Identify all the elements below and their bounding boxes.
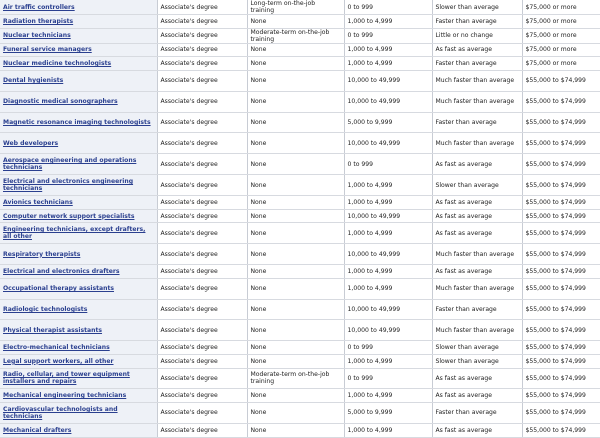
training-cell: None bbox=[247, 57, 344, 71]
salary-cell: $75,000 or more bbox=[522, 28, 600, 43]
table-row bbox=[0, 15, 600, 29]
table-row bbox=[0, 133, 600, 154]
occupation-link[interactable]: Mechanical engineering technicians bbox=[3, 392, 127, 400]
openings-cell: 1,000 to 4,999 bbox=[344, 223, 432, 244]
salary-cell: $55,000 to $74,999 bbox=[522, 320, 600, 341]
table-row bbox=[0, 175, 600, 196]
education-cell: Associate's degree bbox=[157, 57, 247, 71]
training-cell: None bbox=[247, 112, 344, 133]
salary-cell: $55,000 to $74,999 bbox=[522, 341, 600, 355]
table-row bbox=[0, 354, 600, 368]
salary-cell: $75,000 or more bbox=[522, 15, 600, 29]
training-cell: None bbox=[247, 265, 344, 279]
table-row bbox=[0, 368, 600, 389]
openings-cell: 1,000 to 4,999 bbox=[344, 389, 432, 403]
growth-cell: Much faster than average bbox=[432, 70, 522, 91]
occupation-link[interactable]: Respiratory therapists bbox=[3, 250, 81, 258]
table-row bbox=[0, 403, 600, 424]
education-cell: Associate's degree bbox=[157, 0, 247, 15]
table-row bbox=[0, 0, 600, 15]
salary-cell: $75,000 or more bbox=[522, 0, 600, 15]
education-cell: Associate's degree bbox=[157, 403, 247, 424]
growth-cell: Faster than average bbox=[432, 15, 522, 29]
table-row bbox=[0, 299, 600, 320]
occupation-link[interactable]: Nuclear technicians bbox=[3, 32, 71, 40]
education-cell: Associate's degree bbox=[157, 154, 247, 175]
occupation-cell bbox=[0, 389, 157, 403]
training-cell: None bbox=[247, 70, 344, 91]
occupation-link[interactable]: Cardiovascular technologists and technicians bbox=[3, 405, 118, 420]
openings-cell: 10,000 to 49,999 bbox=[344, 209, 432, 223]
training-cell: None bbox=[247, 223, 344, 244]
occupation-link[interactable]: Aerospace engineering and operations technicians bbox=[3, 157, 137, 172]
occupation-link[interactable]: Occupational therapy assistants bbox=[3, 285, 115, 293]
salary-cell: $55,000 to $74,999 bbox=[522, 154, 600, 175]
openings-cell: 10,000 to 49,999 bbox=[344, 133, 432, 154]
training-cell: None bbox=[247, 403, 344, 424]
salary-cell: $55,000 to $74,999 bbox=[522, 70, 600, 91]
education-cell: Associate's degree bbox=[157, 223, 247, 244]
table-row bbox=[0, 43, 600, 57]
table-row bbox=[0, 341, 600, 355]
growth-cell: Slower than average bbox=[432, 354, 522, 368]
occupation-link[interactable]: Funeral service managers bbox=[3, 46, 92, 54]
table-row bbox=[0, 57, 600, 71]
education-cell: Associate's degree bbox=[157, 133, 247, 154]
occupation-link[interactable]: Air traffic controllers bbox=[3, 3, 75, 11]
education-cell: Associate's degree bbox=[157, 15, 247, 29]
openings-cell: 1,000 to 4,999 bbox=[344, 354, 432, 368]
training-cell: None bbox=[247, 320, 344, 341]
openings-cell: 0 to 999 bbox=[344, 154, 432, 175]
occupation-link[interactable]: Physical therapist assistants bbox=[3, 326, 103, 334]
training-cell: None bbox=[247, 175, 344, 196]
growth-cell: Much faster than average bbox=[432, 320, 522, 341]
occupation-link[interactable]: Computer network support specialists bbox=[3, 212, 135, 220]
training-cell: None bbox=[247, 15, 344, 29]
openings-cell: 10,000 to 49,999 bbox=[344, 70, 432, 91]
salary-cell: $55,000 to $74,999 bbox=[522, 265, 600, 279]
education-cell: Associate's degree bbox=[157, 299, 247, 320]
occupation-link[interactable]: Electro-mechanical technicians bbox=[3, 344, 110, 352]
salary-cell: $55,000 to $74,999 bbox=[522, 175, 600, 196]
growth-cell: Slower than average bbox=[432, 341, 522, 355]
growth-cell: As fast as average bbox=[432, 43, 522, 57]
occupation-cell bbox=[0, 28, 157, 43]
table-row bbox=[0, 389, 600, 403]
occupation-cell bbox=[0, 403, 157, 424]
table-row bbox=[0, 244, 600, 265]
openings-cell: 0 to 999 bbox=[344, 28, 432, 43]
occupation-link[interactable]: Mechanical drafters bbox=[3, 426, 72, 434]
table-row bbox=[0, 70, 600, 91]
openings-cell: 5,000 to 9,999 bbox=[344, 403, 432, 424]
table-row bbox=[0, 196, 600, 210]
occupation-link[interactable]: Nuclear medicine technologists bbox=[3, 59, 112, 67]
education-cell: Associate's degree bbox=[157, 209, 247, 223]
openings-cell: 1,000 to 4,999 bbox=[344, 43, 432, 57]
openings-cell: 0 to 999 bbox=[344, 341, 432, 355]
openings-cell: 1,000 to 4,999 bbox=[344, 278, 432, 299]
training-cell: None bbox=[247, 244, 344, 265]
occupation-cell bbox=[0, 57, 157, 71]
salary-cell: $55,000 to $74,999 bbox=[522, 244, 600, 265]
openings-cell: 1,000 to 4,999 bbox=[344, 15, 432, 29]
growth-cell: Much faster than average bbox=[432, 278, 522, 299]
occupation-cell bbox=[0, 299, 157, 320]
occupation-cell bbox=[0, 91, 157, 112]
table-row bbox=[0, 423, 600, 437]
occupation-cell bbox=[0, 209, 157, 223]
growth-cell: Faster than average bbox=[432, 112, 522, 133]
occupation-cell bbox=[0, 196, 157, 210]
training-cell: None bbox=[247, 278, 344, 299]
training-cell: None bbox=[247, 43, 344, 57]
education-cell: Associate's degree bbox=[157, 244, 247, 265]
openings-cell: 10,000 to 49,999 bbox=[344, 320, 432, 341]
growth-cell: Faster than average bbox=[432, 299, 522, 320]
occupation-cell bbox=[0, 423, 157, 437]
growth-cell: Little or no change bbox=[432, 28, 522, 43]
salary-cell: $55,000 to $74,999 bbox=[522, 91, 600, 112]
growth-cell: As fast as average bbox=[432, 265, 522, 279]
occupation-cell bbox=[0, 112, 157, 133]
occupation-link[interactable]: Dental hygienists bbox=[3, 77, 64, 85]
education-cell: Associate's degree bbox=[157, 278, 247, 299]
table-row bbox=[0, 28, 600, 43]
openings-cell: 1,000 to 4,999 bbox=[344, 265, 432, 279]
salary-cell: $55,000 to $74,999 bbox=[522, 403, 600, 424]
occupation-cell bbox=[0, 265, 157, 279]
openings-cell: 1,000 to 4,999 bbox=[344, 175, 432, 196]
education-cell: Associate's degree bbox=[157, 265, 247, 279]
openings-cell: 0 to 999 bbox=[344, 368, 432, 389]
table-row bbox=[0, 154, 600, 175]
training-cell: None bbox=[247, 423, 344, 437]
occupation-cell bbox=[0, 278, 157, 299]
openings-cell: 10,000 to 49,999 bbox=[344, 299, 432, 320]
education-cell: Associate's degree bbox=[157, 43, 247, 57]
occupation-cell bbox=[0, 133, 157, 154]
occupation-cell bbox=[0, 154, 157, 175]
salary-cell: $55,000 to $74,999 bbox=[522, 112, 600, 133]
education-cell: Associate's degree bbox=[157, 320, 247, 341]
salary-cell: $75,000 or more bbox=[522, 57, 600, 71]
growth-cell: Much faster than average bbox=[432, 133, 522, 154]
education-cell: Associate's degree bbox=[157, 389, 247, 403]
occupation-link[interactable]: Avionics technicians bbox=[3, 198, 73, 206]
salary-cell: $55,000 to $74,999 bbox=[522, 354, 600, 368]
salary-cell: $55,000 to $74,999 bbox=[522, 423, 600, 437]
growth-cell: As fast as average bbox=[432, 209, 522, 223]
training-cell: Long-term on-the-job training bbox=[247, 0, 344, 15]
occupation-cell bbox=[0, 0, 157, 15]
growth-cell: As fast as average bbox=[432, 389, 522, 403]
occupation-cell bbox=[0, 175, 157, 196]
growth-cell: As fast as average bbox=[432, 223, 522, 244]
table-row bbox=[0, 112, 600, 133]
occupation-cell bbox=[0, 43, 157, 57]
occupation-link[interactable]: Electrical and electronics engineering technicians bbox=[3, 178, 134, 193]
salary-cell: $55,000 to $74,999 bbox=[522, 278, 600, 299]
occupation-link[interactable]: Diagnostic medical sonographers bbox=[3, 98, 118, 106]
growth-cell: As fast as average bbox=[432, 423, 522, 437]
growth-cell: Much faster than average bbox=[432, 91, 522, 112]
training-cell: None bbox=[247, 389, 344, 403]
table-row bbox=[0, 209, 600, 223]
education-cell: Associate's degree bbox=[157, 196, 247, 210]
occupation-link[interactable]: Radio, cellular, and tower equipment installers and repairs bbox=[3, 371, 130, 386]
openings-cell: 10,000 to 49,999 bbox=[344, 244, 432, 265]
growth-cell: Faster than average bbox=[432, 403, 522, 424]
education-cell: Associate's degree bbox=[157, 368, 247, 389]
training-cell: None bbox=[247, 299, 344, 320]
table-row bbox=[0, 223, 600, 244]
growth-cell: As fast as average bbox=[432, 154, 522, 175]
openings-cell: 0 to 999 bbox=[344, 0, 432, 15]
education-cell: Associate's degree bbox=[157, 354, 247, 368]
occupation-cell bbox=[0, 223, 157, 244]
education-cell: Associate's degree bbox=[157, 91, 247, 112]
education-cell: Associate's degree bbox=[157, 423, 247, 437]
occupation-link[interactable]: Magnetic resonance imaging technologists bbox=[3, 119, 151, 126]
salary-cell: $55,000 to $74,999 bbox=[522, 389, 600, 403]
salary-cell: $55,000 to $74,999 bbox=[522, 133, 600, 154]
occupation-cell bbox=[0, 341, 157, 355]
table-row bbox=[0, 265, 600, 279]
growth-cell: As fast as average bbox=[432, 196, 522, 210]
training-cell: None bbox=[247, 196, 344, 210]
training-cell: None bbox=[247, 154, 344, 175]
growth-cell: As fast as average bbox=[432, 368, 522, 389]
occupation-cell bbox=[0, 244, 157, 265]
education-cell: Associate's degree bbox=[157, 341, 247, 355]
occupation-cell bbox=[0, 368, 157, 389]
education-cell: Associate's degree bbox=[157, 70, 247, 91]
occupation-link[interactable]: Web developers bbox=[3, 139, 59, 147]
salary-cell: $55,000 to $74,999 bbox=[522, 299, 600, 320]
training-cell: None bbox=[247, 209, 344, 223]
growth-cell: Slower than average bbox=[432, 0, 522, 15]
education-cell: Associate's degree bbox=[157, 175, 247, 196]
growth-cell: Slower than average bbox=[432, 175, 522, 196]
occupation-link[interactable]: Radiologic technologists bbox=[3, 306, 88, 314]
occupation-link[interactable]: Radiation therapists bbox=[3, 17, 74, 25]
occupation-cell bbox=[0, 320, 157, 341]
openings-cell: 5,000 to 9,999 bbox=[344, 112, 432, 133]
training-cell: None bbox=[247, 91, 344, 112]
training-cell: None bbox=[247, 133, 344, 154]
occupation-cell bbox=[0, 15, 157, 29]
salary-cell: $55,000 to $74,999 bbox=[522, 209, 600, 223]
education-cell: Associate's degree bbox=[157, 112, 247, 133]
training-cell: Moderate-term on-the-job training bbox=[247, 368, 344, 389]
table-row bbox=[0, 320, 600, 341]
openings-cell: 1,000 to 4,999 bbox=[344, 57, 432, 71]
openings-cell: 10,000 to 49,999 bbox=[344, 91, 432, 112]
occupation-link[interactable]: Engineering technicians, except drafters, all other bbox=[3, 226, 146, 241]
occupation-cell bbox=[0, 354, 157, 368]
openings-cell: 1,000 to 4,999 bbox=[344, 423, 432, 437]
occupation-link[interactable]: Electrical and electronics drafters bbox=[3, 267, 120, 275]
salary-cell: $55,000 to $74,999 bbox=[522, 368, 600, 389]
table-row bbox=[0, 91, 600, 112]
education-cell: Associate's degree bbox=[157, 28, 247, 43]
table-row bbox=[0, 278, 600, 299]
growth-cell: Much faster than average bbox=[432, 244, 522, 265]
salary-cell: $55,000 to $74,999 bbox=[522, 196, 600, 210]
growth-cell: Faster than average bbox=[432, 57, 522, 71]
occupation-cell bbox=[0, 70, 157, 91]
openings-cell: 1,000 to 4,999 bbox=[344, 196, 432, 210]
training-cell: None bbox=[247, 341, 344, 355]
salary-cell: $75,000 or more bbox=[522, 43, 600, 57]
training-cell: Moderate-term on-the-job training bbox=[247, 28, 344, 43]
salary-cell: $55,000 to $74,999 bbox=[522, 223, 600, 244]
training-cell: None bbox=[247, 354, 344, 368]
occupation-link[interactable]: Legal support workers, all other bbox=[3, 357, 114, 365]
